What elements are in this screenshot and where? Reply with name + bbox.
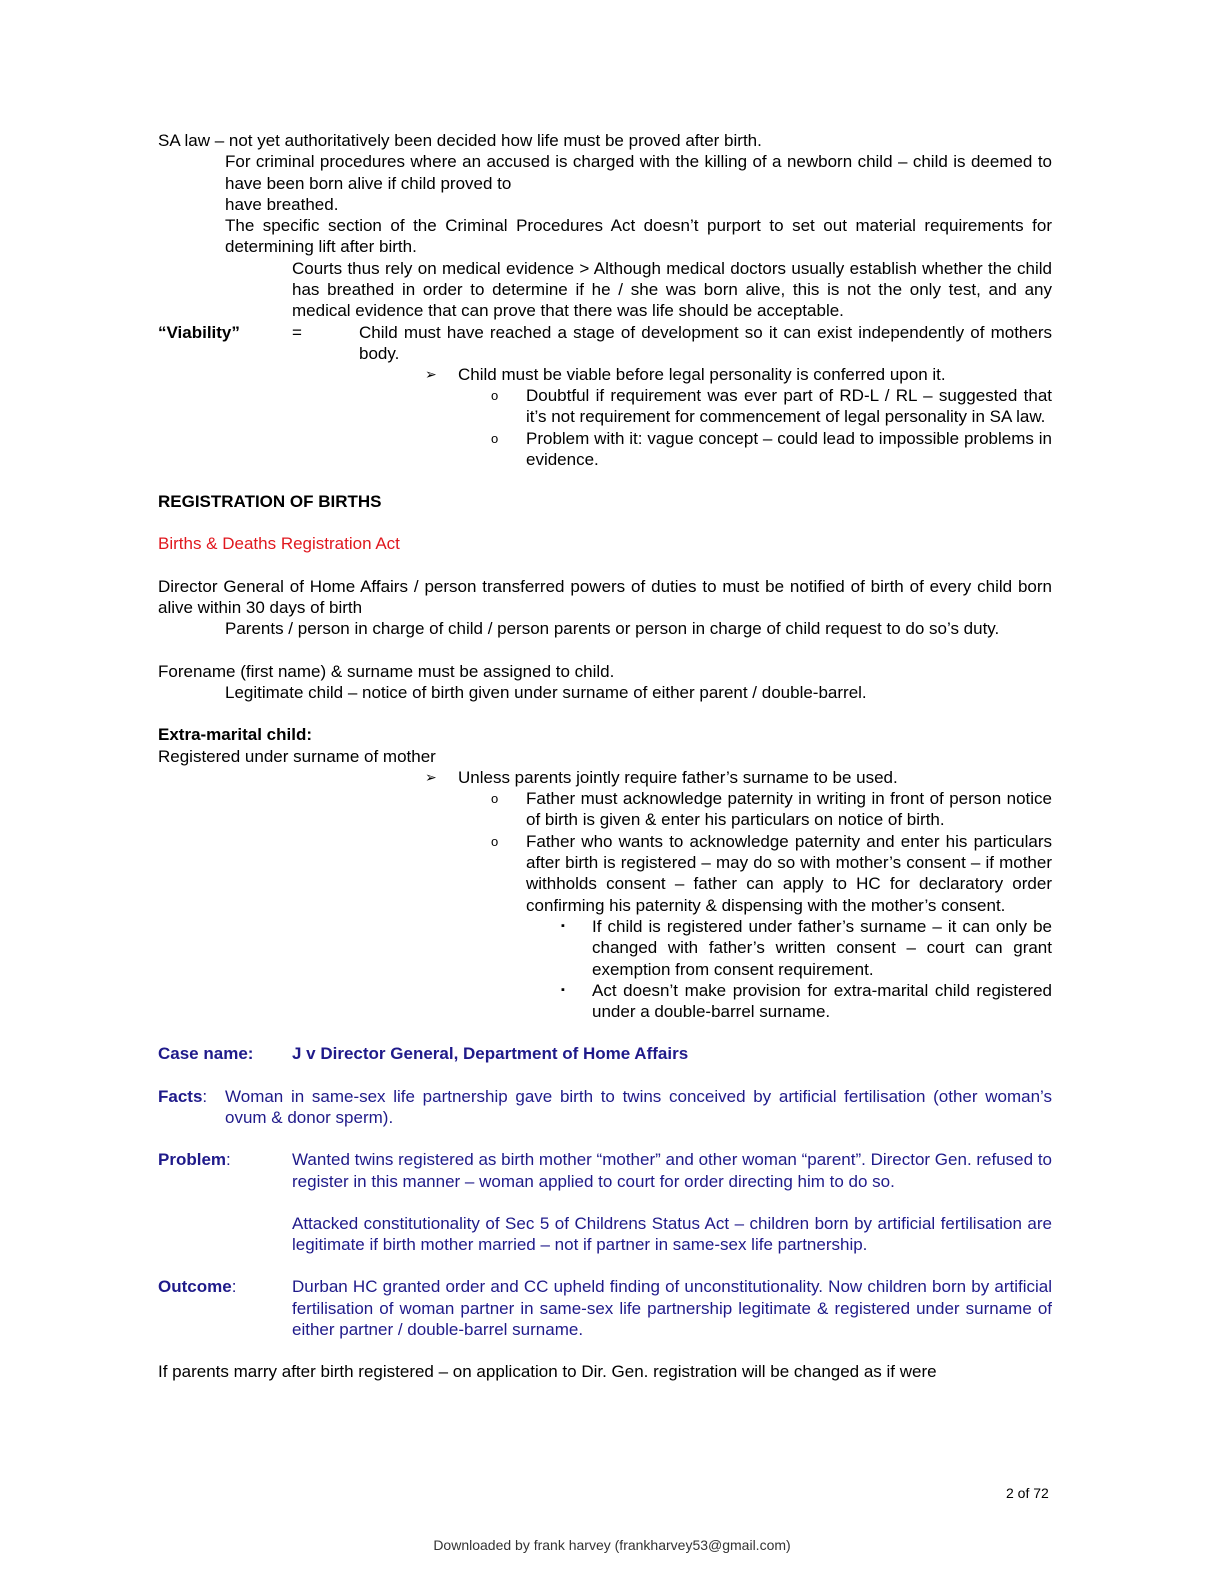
case-name-row (158, 1043, 1052, 1064)
square-bullet-icon: ▪ (561, 983, 565, 996)
arrow-bullet-icon: ➢ (425, 365, 437, 382)
extra-marital-sub-text: Father must acknowledge paternity in writing in front of person notice of birth is given & enter his particulars on notice of birth. (526, 789, 1052, 830)
specific-section-paragraph: The specific section of the Criminal Procedures Act doesn’t purport to set out material requirements for determining lift after birth. (225, 216, 1052, 257)
extra-marital-sub-item (491, 788, 1052, 831)
extra-marital-arrow-item (425, 767, 1052, 788)
problem-label: Problem (158, 1150, 227, 1170)
viability-arrow-item (425, 364, 1052, 385)
viability-label: “Viability” (158, 322, 240, 342)
facts-label-wrap: Facts: (158, 1086, 208, 1106)
medical-evidence-paragraph: Courts thus rely on medical evidence > Although medical doctors usually establish whether the child has breathed in order to determine if he / she was born alive, this is not the only test, and any medical evidence that can prove that there was life should be acceptable. (292, 258, 1052, 321)
criminal-procedures-paragraph: For criminal procedures where an accused is charged with the killing of a newborn child – child is deemed to have been born alive if child proved to (225, 152, 1052, 193)
last-paragraph: If parents marry after birth registered – on application to Dir. Gen. registration will be changed as if were (158, 1362, 937, 1382)
arrow-bullet-icon: ➢ (425, 768, 437, 785)
circle-bullet-icon: o (491, 833, 499, 849)
extra-marital-arrow-text: Unless parents jointly require father’s surname to be used. (458, 767, 898, 787)
extra-marital-square-text: Act doesn’t make provision for extra-marital child registered under a double-barrel surname. (592, 980, 1052, 1022)
registration-heading: REGISTRATION OF BIRTHS (158, 492, 382, 512)
outcome-row (158, 1276, 1052, 1340)
forename-paragraph: Forename (first name) & surname must be assigned to child. (158, 661, 615, 681)
circle-bullet-icon: o (491, 430, 499, 446)
extra-marital-square-item (561, 980, 1052, 1023)
parents-paragraph: Parents / person in charge of child / person parents or person in charge of child request to do so’s duty. (225, 619, 1000, 639)
act-title: Births & Deaths Registration Act (158, 534, 400, 554)
problem-label-wrap: Problem: (158, 1150, 231, 1170)
criminal-procedures-continuation: have breathed. (225, 194, 339, 214)
legitimate-paragraph: Legitimate child – notice of birth given under surname of either parent / double-barrel. (225, 682, 867, 702)
outcome-label: Outcome (158, 1277, 232, 1297)
problem-row (158, 1149, 1052, 1192)
case-name: J v Director General, Department of Home Affairs (292, 1044, 689, 1064)
facts-text: Woman in same-sex life partnership gave birth to twins conceived by artificial fertilisation (other woman’s ovum & donor sperm). (225, 1086, 1052, 1127)
download-footer: Downloaded by frank harvey (frankharvey53@gmail.com) (433, 1537, 791, 1553)
viability-sub-text: Doubtful if requirement was ever part of RD-L / RL – suggested that it’s not requirement for commencement of legal personality in SA law. (526, 385, 1052, 427)
facts-row (158, 1086, 1052, 1129)
director-paragraph: Director General of Home Affairs / person transferred powers of duties to must be notified of birth of every child born alive within 30 days of birth (158, 576, 1052, 618)
viability-sub-item (491, 385, 1052, 428)
extra-marital-sub-item (491, 831, 1052, 916)
problem-text-2: Attacked constitutionality of Sec 5 of Childrens Status Act – children born by artificial fertilisation are legitimate if birth mother married – not if partner in same-sex life partnership. (292, 1213, 1052, 1255)
outcome-label-wrap: Outcome: (158, 1277, 237, 1297)
viability-arrow-text: Child must be viable before legal personality is conferred upon it. (458, 364, 946, 384)
sa-law-paragraph: SA law – not yet authoritatively been decided how life must be proved after birth. (158, 131, 762, 150)
viability-definition (158, 322, 1052, 364)
facts-label: Facts (158, 1086, 203, 1106)
page-number: 2 of 72 (1006, 1485, 1049, 1501)
square-bullet-icon: ▪ (561, 919, 565, 932)
equals-sign: = (292, 322, 302, 342)
viability-sub-item (491, 428, 1052, 471)
outcome-text: Durban HC granted order and CC upheld finding of unconstitutionality. Now children born by artificial fertilisation of woman partner in same-sex life partnership legitimate & registered under surname of either partner / double-barrel surname. (292, 1277, 1052, 1340)
case-name-label: Case name: (158, 1044, 254, 1064)
document-body (158, 130, 1052, 1383)
circle-bullet-icon: o (491, 791, 499, 807)
extra-marital-square-item (561, 916, 1052, 980)
extra-marital-registered: Registered under surname of mother (158, 746, 436, 766)
extra-marital-square-text: If child is registered under father’s surname – it can only be changed with father’s written consent – court can grant exemption from consent requirement. (592, 916, 1052, 979)
problem-row-2 (158, 1213, 1052, 1256)
viability-sub-text: Problem with it: vague concept – could lead to impossible problems in evidence. (526, 428, 1052, 469)
extra-marital-heading: Extra-marital child: (158, 725, 312, 745)
extra-marital-sub-text: Father who wants to acknowledge paternity and enter his particulars after birth is registered – may do so with mother’s consent – if mother withholds consent – father can apply to HC for declaratory order confirming his paternity & dispensing with the mother’s consent. (526, 831, 1052, 915)
circle-bullet-icon: o (491, 387, 499, 403)
problem-text-1: Wanted twins registered as birth mother “mother” and other woman “parent”. Director Gen. refused to register in this manner – woman applied to court for order directing him to do so. (292, 1150, 1052, 1191)
viability-text: Child must have reached a stage of development so it can exist independently of mothers body. (359, 322, 1052, 363)
